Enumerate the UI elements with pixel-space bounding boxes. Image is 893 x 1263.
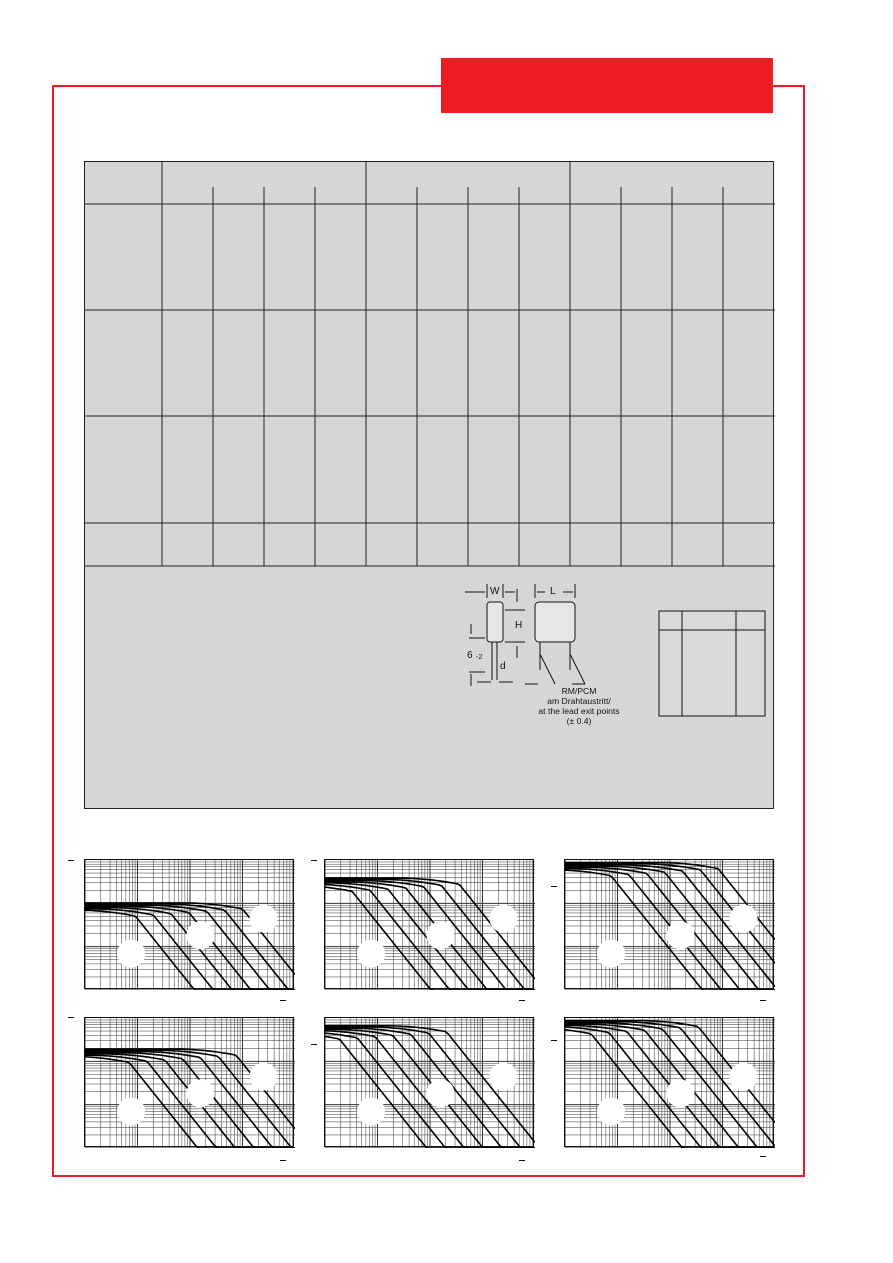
x-axis-mark (519, 1160, 525, 1161)
spec-table-grid (85, 162, 775, 810)
graph-2-plot (325, 860, 535, 990)
exit-note-line-1: RM/PCM (561, 686, 597, 696)
width-label: W (490, 586, 500, 597)
graph-4 (84, 1017, 294, 1147)
graph-3-plot (565, 860, 775, 990)
graph-3 (564, 859, 774, 989)
reference-table (659, 611, 765, 716)
x-axis-mark (280, 1160, 286, 1161)
graph-1 (84, 859, 294, 989)
x-axis-mark (760, 1000, 766, 1001)
y-axis-mark (68, 860, 74, 861)
lead-tolerance-label: -2 (476, 654, 483, 661)
exit-note-line-3: at the lead exit points (538, 706, 620, 716)
length-label: L (550, 586, 556, 597)
exit-note-line-2: am Drahtaustritt/ (547, 696, 611, 706)
y-axis-mark (311, 860, 317, 861)
lead-length-label: 6 (467, 650, 473, 661)
graph-6-plot (565, 1018, 775, 1148)
graph-2 (324, 859, 534, 989)
y-axis-mark (551, 1040, 557, 1041)
y-axis-mark (551, 886, 557, 887)
lead-diameter-label: d (500, 661, 506, 672)
graph-5-plot (325, 1018, 535, 1148)
graph-1-plot (85, 860, 295, 990)
lead-exit-note (524, 686, 634, 726)
exit-note-line-4: (± 0.4) (566, 716, 592, 726)
x-axis-mark (760, 1156, 766, 1157)
y-axis-mark (68, 1017, 74, 1018)
x-axis-mark (280, 1000, 286, 1001)
graph-6 (564, 1017, 774, 1147)
graph-5 (324, 1017, 534, 1147)
graph-4-plot (85, 1018, 295, 1148)
spec-table (84, 161, 774, 809)
y-axis-mark (311, 1044, 317, 1045)
capacitor-drawing (465, 584, 585, 686)
x-axis-mark (519, 1000, 525, 1001)
height-label: H (515, 620, 523, 631)
